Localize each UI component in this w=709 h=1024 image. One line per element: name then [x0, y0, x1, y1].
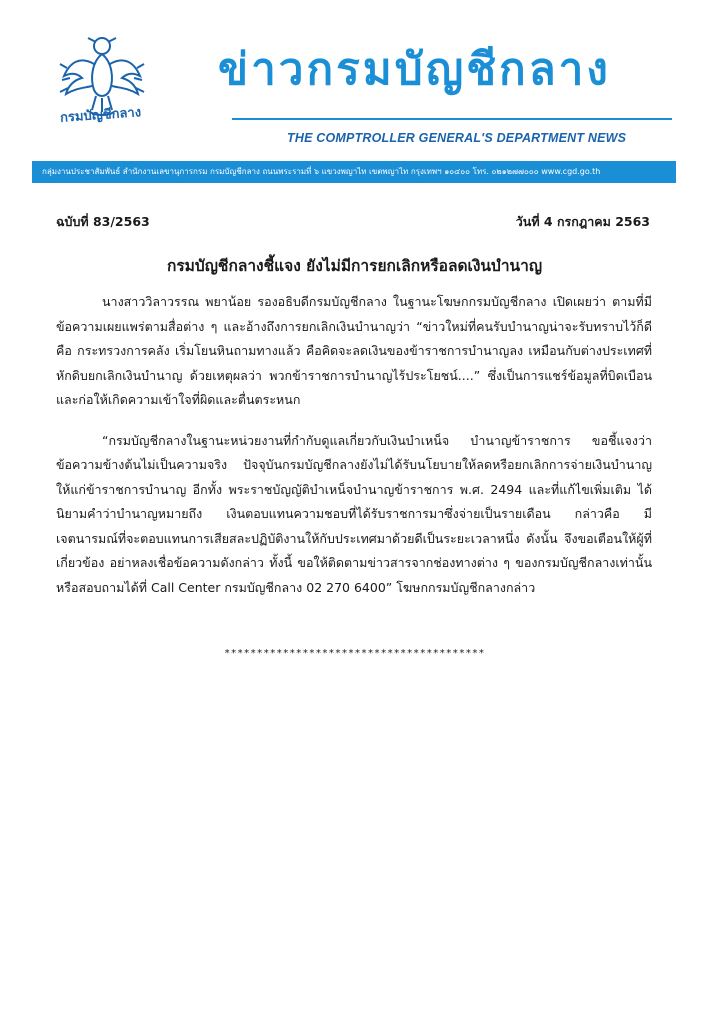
letterhead [0, 0, 709, 200]
body-paragraph: “กรมบัญชีกลางในฐานะหน่วยงานที่กำกับดูแลเกี่ยวกับเงินบำเหน็จ บำนาญข้าราชการ ขอชี้แจงว่า ข้อความข้างต้นไม่เป็นความจริง ปัจจุบันกรมบัญชีกลางยังไม่ได้รับนโยบายให้ลดหรือยกเลิกการจ่ายเงินบำนาญให้แก่ข้าราชการบำนาญ อีกทั้ง พระราชบัญญัติบำเหน็จบำนาญข้าราชการ พ.ศ. 2494 และที่แก้ไขเพิ่มเติม ได้นิยามคำว่าบำนาญหมายถึง เงินตอบแทนความชอบที่ได้รับราชการมาซึ่งจ่ายเป็นรายเดือน กล่าวคือ มีเจตนารมณ์ที่จะตอบแทนการเสียสละปฏิบัติงานให้กับประเทศมาด้วยดีเป็นระยะเวลาหนึ่ง ดังนั้น จึงขอเตือนให้ผู้ที่เกี่ยวข้อง อย่าหลงเชื่อข้อความดังกล่าว ทั้งนี้ ขอให้ติดตามข่าวสารจากช่องทางต่าง ๆ ของกรมบัญชีกลางเท่านั้น หรือสอบถามได้ที่ Call Center กรมบัญชีกลาง 02 270 6400” โฆษกกรมบัญชีกลางกล่าว [56, 432, 652, 595]
masthead-rule [232, 118, 672, 120]
body-paragraph: นางสาววิลาวรรณ พยาน้อย รองอธิบดีกรมบัญชีกลาง ในฐานะโฆษกกรมบัญชีกลาง เปิดเผยว่า ตามที่มีข้อความเผยแพร่ตามสื่อต่าง ๆ และอ้างถึงการยกเลิกเงินบำนาญว่า “ข่าวใหม่ที่คนรับบำนาญน่าจะรับทราบไว้ก็ดี คือ กระทรวงการคลัง เริ่มโยนหินถามทางแล้ว คือคิดจะลดเงินของข้าราชการบำนาญลง เหมือนกับต่างประเทศที่หักดิบยกเลิกเงินบำนาญ ด้วยเหตุผลว่า พวกข้าราชการบำนาญไร้ประโยชน์....” ซึ่งเป็นการแชร์ข้อมูลที่บิดเบือนและก่อให้เกิดความเข้าใจที่ผิดและตื่นตระหนก [56, 294, 652, 407]
logo-caption: กรมบัญชีกลาง [59, 105, 142, 126]
contact-bar: กลุ่มงานประชาสัมพันธ์ สำนักงานเลขานุการกรม กรมบัญชีกลาง ถนนพระรามที่ ๖ แขวงพญาไท เขตพญาไท กรุงเทพฯ ๑๐๔๐๐ โทร. ๐๒๑๒๗๗๐๐๐ www.cgd.go.th [32, 161, 676, 183]
news-headline: กรมบัญชีกลางชี้แจง ยังไม่มีการยกเลิกหรือลดเงินบำนาญ [166, 257, 543, 275]
masthead-title: ข่าวกรมบัญชีกลาง [218, 44, 611, 95]
issue-date: วันที่ 4 กรกฎาคม 2563 [515, 214, 650, 229]
news-body [56, 290, 652, 600]
masthead-subtitle: THE COMPTROLLER GENERAL'S DEPARTMENT NEWS [287, 131, 627, 145]
end-divider: **************************************** [224, 648, 485, 659]
issue-number: ฉบับที่ 83/2563 [56, 214, 150, 229]
